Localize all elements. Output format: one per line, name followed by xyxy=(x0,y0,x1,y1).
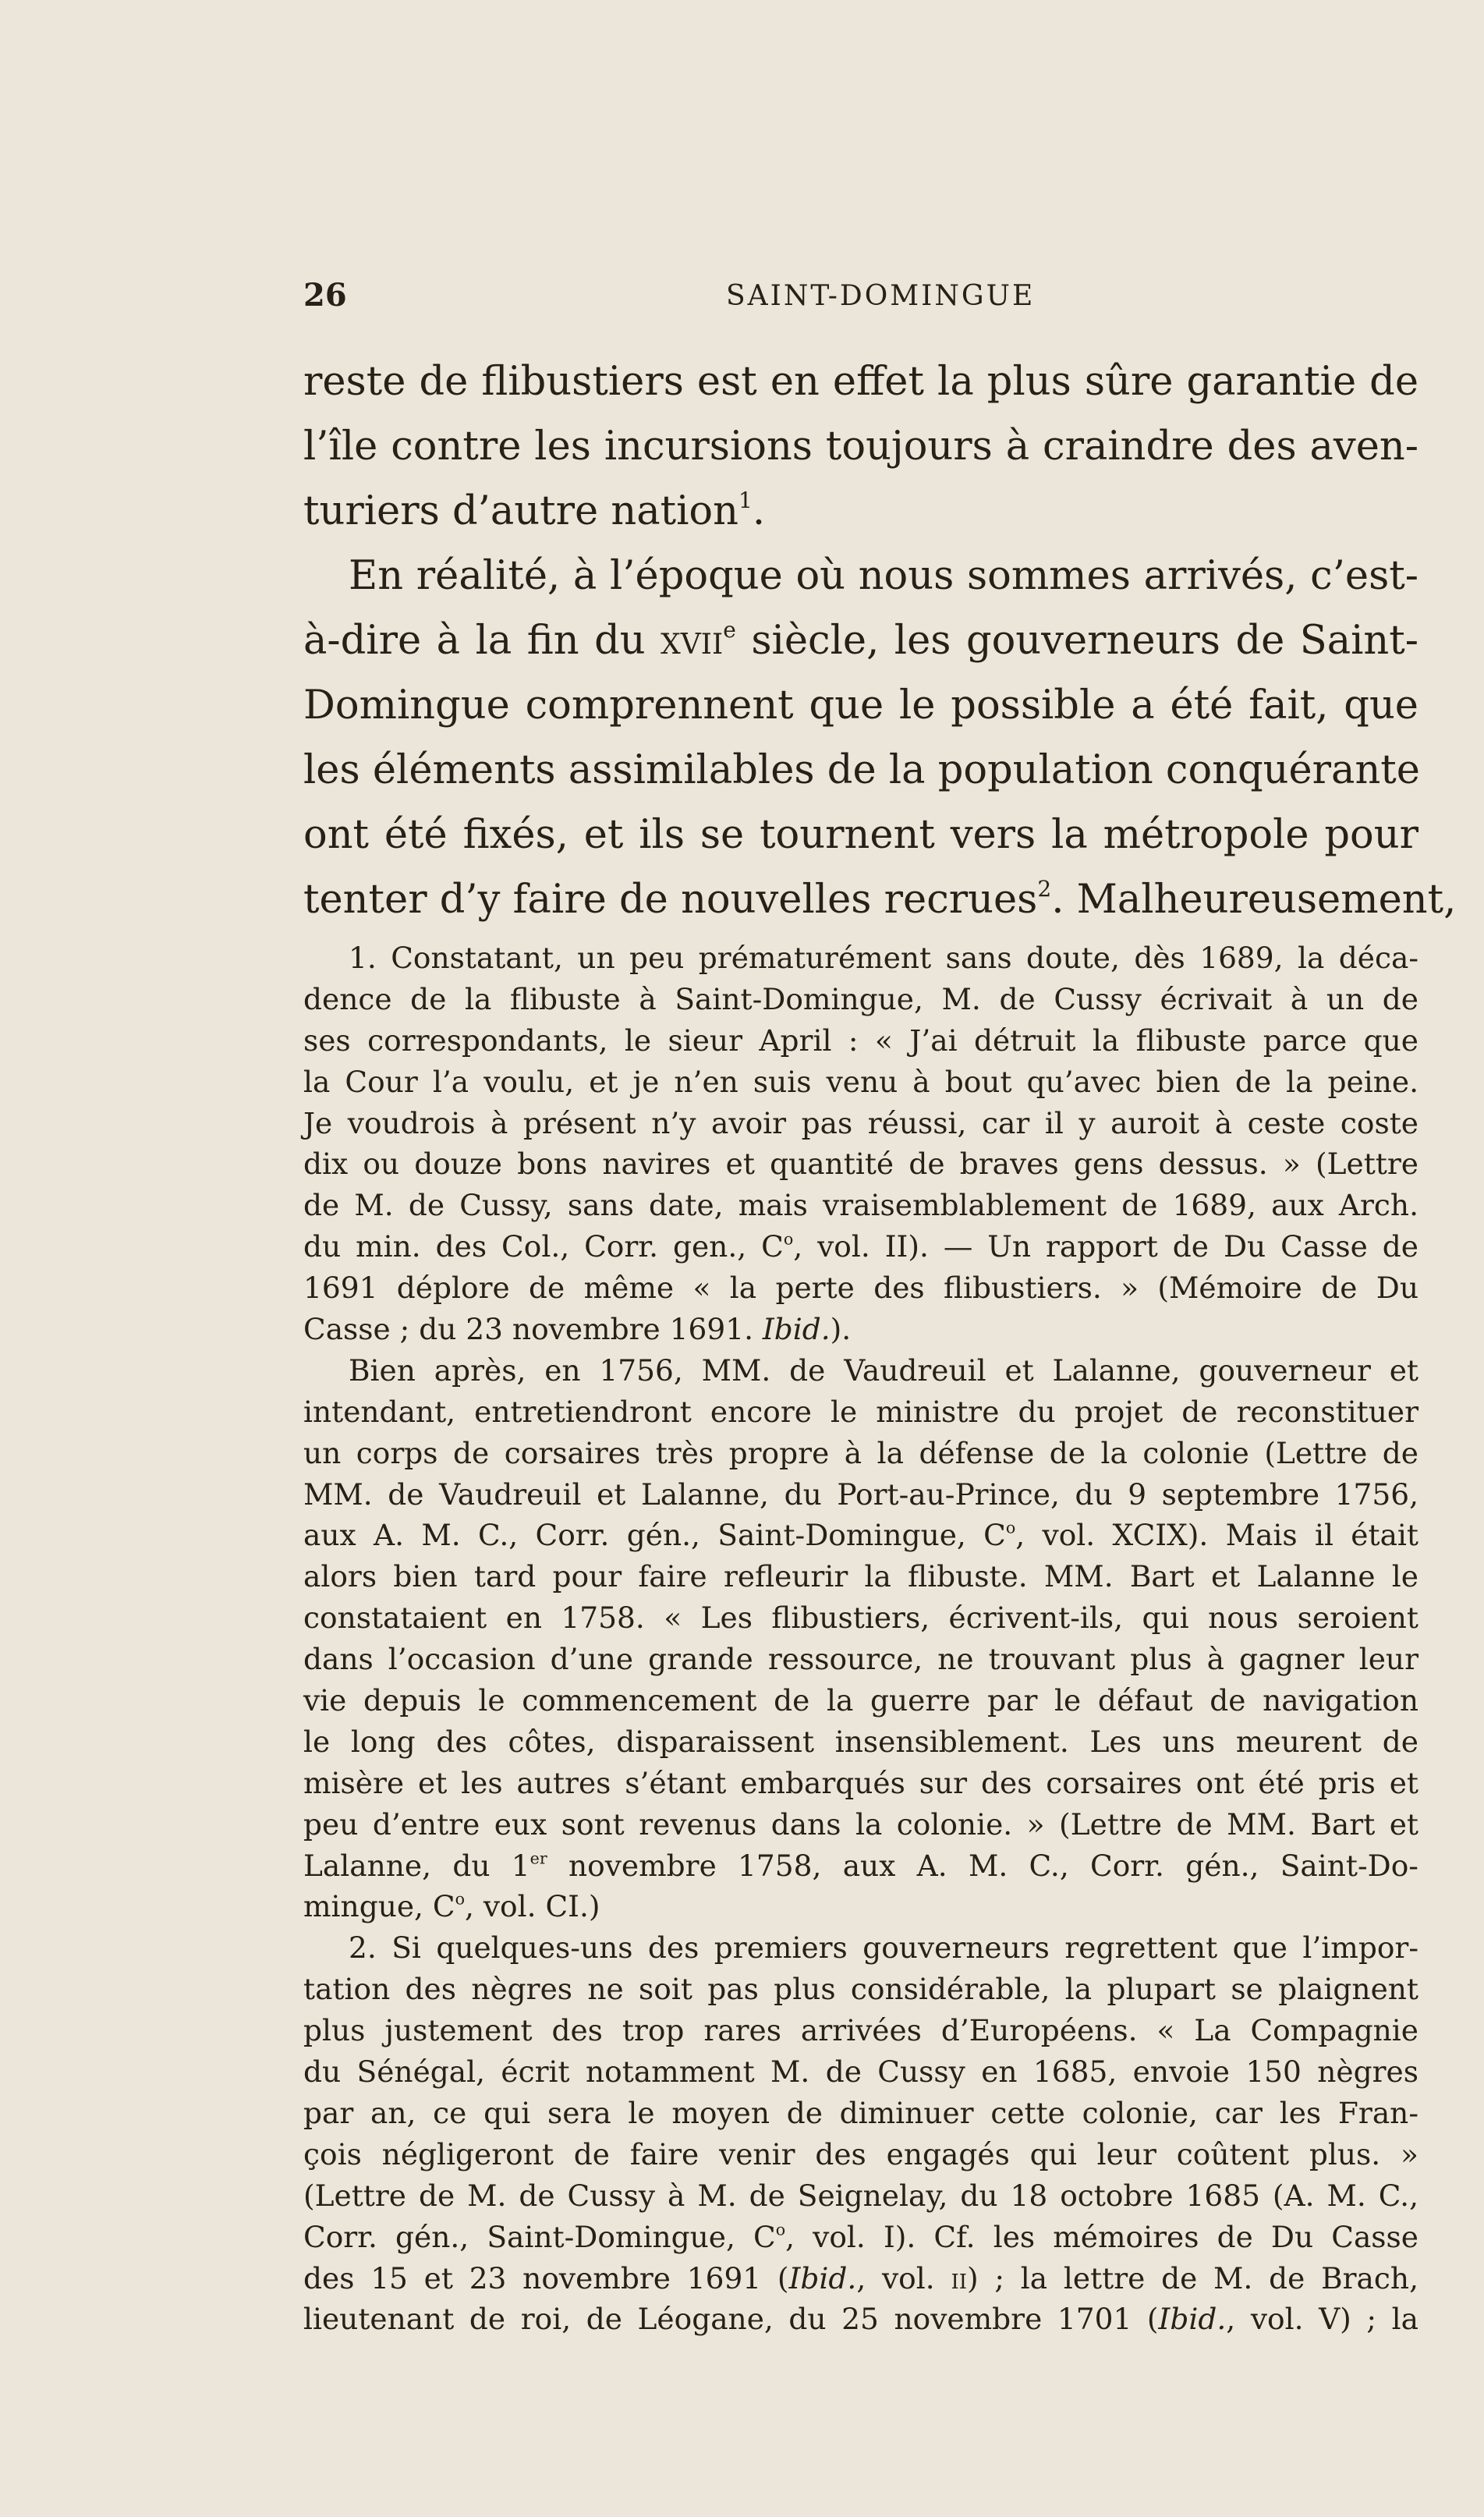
footnote-line: mingue, $C^o$, vol. CI.) xyxy=(303,1889,600,1924)
footnote-line: par an, ce qui sera le moyen de diminuer cette colonie, car les Fran- xyxy=(303,2095,1418,2130)
footnote-line: 2. Si quelques-uns des premiers gouverneurs regrettent que l’impor- xyxy=(349,1930,1418,1966)
footnote-line: çois négligeront de faire venir des engagés qui leur coûtent plus. » xyxy=(303,2136,1418,2171)
footnote-line: le long des côtes, disparaissent insensiblement. Les uns meurent de xyxy=(303,1724,1418,1759)
footnote-line: 1. Constatant, un peu prématurément sans doute, dès 1689, la déca- xyxy=(349,941,1418,975)
body-line: à-dire à la fin du xvii$^e$ siècle, les gouverneurs de Saint- xyxy=(303,616,1418,664)
body-line: tenter d’y faire de nouvelles recrues$^2$. Malheureusement, xyxy=(303,875,1457,923)
footnote-line: plus justement des trop rares arrivées d’Européens. « La Compagnie xyxy=(303,2013,1418,2048)
body-line: turiers d’autre nation$^1$. xyxy=(303,487,766,534)
footnote-line: peu d’entre eux sont revenus dans la colonie. » (Lettre de MM. Bart et xyxy=(303,1806,1418,1842)
body-line: En réalité, à l’époque où nous sommes arrivés, c’est- xyxy=(349,553,1418,599)
footnote-line: MM. de Vaudreuil et Lalanne, du Port-au-Prince, du 9 septembre 1756, xyxy=(303,1477,1418,1512)
footnote-line: du Sénégal, écrit notamment M. de Cussy en 1685, envoie 150 nègres xyxy=(303,2054,1418,2090)
footnote-line: lieutenant de roi, de Léogane, du 25 novembre 1701 (Ibid., vol. V) ; la xyxy=(303,2302,1418,2337)
footnote-line: Corr. gén., Saint-Domingue, $C^o$, vol. I). Cf. les mémoires de Du Casse xyxy=(303,2219,1418,2254)
footnote-line: vie depuis le commencement de la guerre par le défaut de navigation xyxy=(303,1683,1418,1718)
footnote-line: misère et les autres s’étant embarqués sur des corsaires ont été pris et xyxy=(303,1765,1418,1800)
footnote-line: un corps de corsaires très propre à la défense de la colonie (Lettre de xyxy=(303,1435,1418,1470)
footnotes xyxy=(303,938,1418,2340)
footnote-line: 1691 déplore de même « la perte des flibustiers. » (Mémoire de Du xyxy=(303,1271,1418,1306)
footnote-line: (Lettre de M. de Cussy à M. de Seignelay, du 18 octobre 1685 (A. M. C., xyxy=(303,2178,1418,2213)
body-line: ont été fixés, et ils se tournent vers la métropole pour xyxy=(303,812,1418,858)
footnote-line: tation des nègres ne soit pas plus considérable, la plupart se plaignent xyxy=(303,1972,1418,2007)
footnote-line: alors bien tard pour faire refleurir la flibuste. MM. Bart et Lalanne le xyxy=(303,1559,1418,1594)
running-title: SAINT-DOMINGUE xyxy=(726,280,1036,312)
footnote-line: dans l’occasion d’une grande ressource, ne trouvant plus à gagner leur xyxy=(303,1642,1418,1677)
footnote-line: ses correspondants, le sieur April : « J’ai détruit la flibuste parce que xyxy=(303,1023,1418,1058)
footnote-line: de M. de Cussy, sans date, mais vraisemblablement de 1689, aux Arch. xyxy=(303,1188,1418,1223)
body-line: Domingue comprennent que le possible a été fait, que xyxy=(303,682,1418,729)
footnote-line: Lalanne, du 1er novembre 1758, aux A. M. C., Corr. gén., Saint-Do- xyxy=(303,1848,1418,1883)
footnote-line: Je voudrois à présent n’y avoir pas réussi, car il y auroit à ceste coste xyxy=(303,1105,1418,1140)
footnote-line: du min. des Col., Corr. gen., $C^o$, vol. II). — Un rapport de Du Casse de xyxy=(303,1229,1418,1264)
footnote-line: la Cour l’a voulu, et je n’en suis venu à bout qu’avec bien de la peine. xyxy=(303,1064,1418,1099)
body-line: les éléments assimilables de la population conquérante xyxy=(303,747,1420,793)
footnote-line: intendant, entretiendront encore le ministre du projet de reconstituer xyxy=(303,1394,1418,1429)
footnote-line: dence de la flibuste à Saint-Domingue, M. de Cussy écrivait à un de xyxy=(303,981,1418,1016)
footnote-line: des 15 et 23 novembre 1691 (Ibid., vol. ii) ; la lettre de M. de Brach, xyxy=(303,2260,1418,2295)
body-line: reste de flibustiers est en effet la plus sûre garantie de xyxy=(303,359,1418,405)
footnote-ref: 1 xyxy=(738,487,753,513)
footnote-line: dix ou douze bons navires et quantité de braves gens dessus. » (Lettre xyxy=(303,1147,1418,1182)
main-text xyxy=(303,349,1457,932)
body-line: l’île contre les incursions toujours à craindre des aven- xyxy=(303,424,1418,470)
footnote-line: Casse ; du 23 novembre 1691. Ibid.). xyxy=(303,1312,852,1347)
footnote-line: constataient en 1758. « Les flibustiers, écrivent-ils, qui nous seroient xyxy=(303,1601,1418,1636)
page-number: 26 xyxy=(303,277,347,314)
footnote-line: Bien après, en 1756, MM. de Vaudreuil et Lalanne, gouverneur et xyxy=(349,1352,1418,1388)
footnote-line: aux A. M. C., Corr. gén., Saint-Domingue, $C^o$, vol. XCIX). Mais il était xyxy=(303,1518,1418,1553)
page-header xyxy=(303,277,1418,324)
footnote-ref: 2 xyxy=(1037,875,1052,902)
